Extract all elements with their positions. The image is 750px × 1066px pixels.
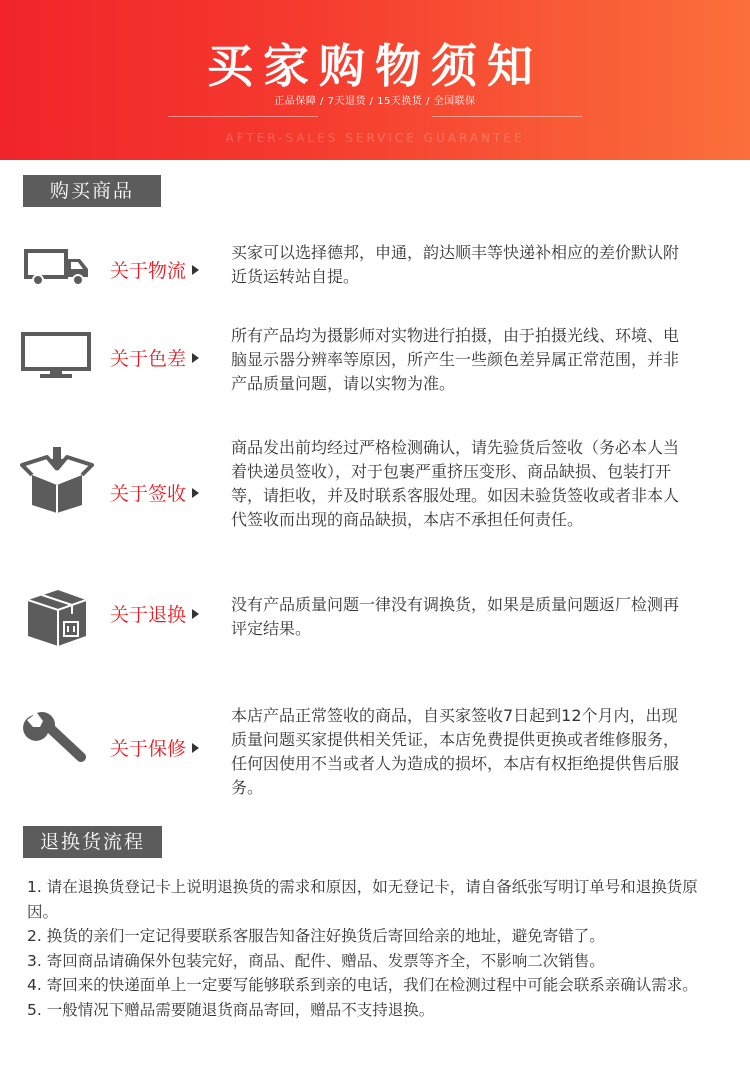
- return-steps-list: [27, 875, 707, 1022]
- item-label: 关于签收: [110, 479, 199, 506]
- package-icon: [20, 584, 94, 648]
- item-description: 本店产品正常签收的商品，自买家签收7日起到12个月内，出现质量问题买家提供相关凭证，本店免费提供更换或者维修服务，任何因使用不当或者人为造成的损坏，本店有权拒绝提供售后服务。: [231, 706, 680, 797]
- info-item-warranty: [0, 701, 750, 801]
- item-label: 关于保修: [110, 734, 199, 761]
- list-item: 1. 请在退换货登记卡上说明退换货的需求和原因，如无登记卡，请自备纸张写明订单号和退换货原因。: [27, 878, 698, 921]
- open-box-icon: [20, 447, 94, 513]
- arrow-right-icon: [192, 265, 199, 275]
- arrow-right-icon: [192, 488, 199, 498]
- item-label: 关于物流: [110, 256, 199, 283]
- page-title: 买家购物须知: [207, 39, 543, 93]
- item-description: 没有产品质量问题一律没有调换货，如果是质量问题返厂检测再评定结果。: [231, 595, 680, 638]
- list-item: 3. 寄回商品请确保外包装完好，商品、配件、赠品、发票等齐全，不影响二次销售。: [27, 951, 605, 970]
- item-description: 商品发出前均经过严格检测确认，请先验货后签收（务必本人当着快递员签收），对于包裹严重挤压变形、商品缺损、包装打开等，请拒收，并及时联系客服处理。如因未验货签收或者非本人代签收而出现的商品缺损，本店不承担任何责任。: [231, 438, 680, 529]
- info-item-sign-receipt: [0, 433, 750, 553]
- divider-right: [432, 116, 582, 117]
- list-item: 2. 换货的亲们一定记得要联系客服告知备注好换货后寄回给亲的地址，避免寄错了。: [27, 927, 605, 945]
- section-label-purchase: 购买商品: [23, 175, 161, 207]
- arrow-right-icon: [192, 353, 199, 363]
- arrow-right-icon: [192, 609, 199, 619]
- divider-left: [168, 116, 318, 117]
- page-subtitle: 正品保障 / 7天退货 / 15天换货 / 全国联保: [274, 96, 476, 107]
- item-label: 关于色差: [110, 344, 199, 371]
- list-item: 4. 寄回来的快递面单上一定要写能够联系到亲的电话，我们在检测过程中可能会联系亲确认需求。: [27, 976, 698, 994]
- list-item: 5. 一般情况下赠品需要随退货商品寄回，赠品不支持退换。: [27, 1000, 435, 1019]
- header-banner: [0, 0, 750, 160]
- arrow-right-icon: [192, 743, 199, 753]
- item-description: 所有产品均为摄影师对实物进行拍摄，由于拍摄光线、环境、电脑显示器分辨率等原因，所产生一些颜色差异属正常范围，并非产品质量问题，请以实物为准。: [231, 326, 680, 393]
- header-watermark: AFTER-SALES SERVICE GUARANTEE: [225, 131, 525, 145]
- item-label: 关于退换: [110, 600, 199, 627]
- wrench-icon: [20, 711, 94, 767]
- info-item-returns: [0, 590, 750, 650]
- info-item-color-difference: [0, 321, 750, 397]
- truck-icon: [20, 247, 94, 287]
- monitor-icon: [20, 331, 94, 379]
- item-description: 买家可以选择德邦，申通，韵达顺丰等快递补相应的差价默认附近货运转站自提。: [231, 243, 680, 286]
- info-item-logistics: [0, 238, 750, 298]
- section-label-return-process: 退换货流程: [23, 826, 162, 858]
